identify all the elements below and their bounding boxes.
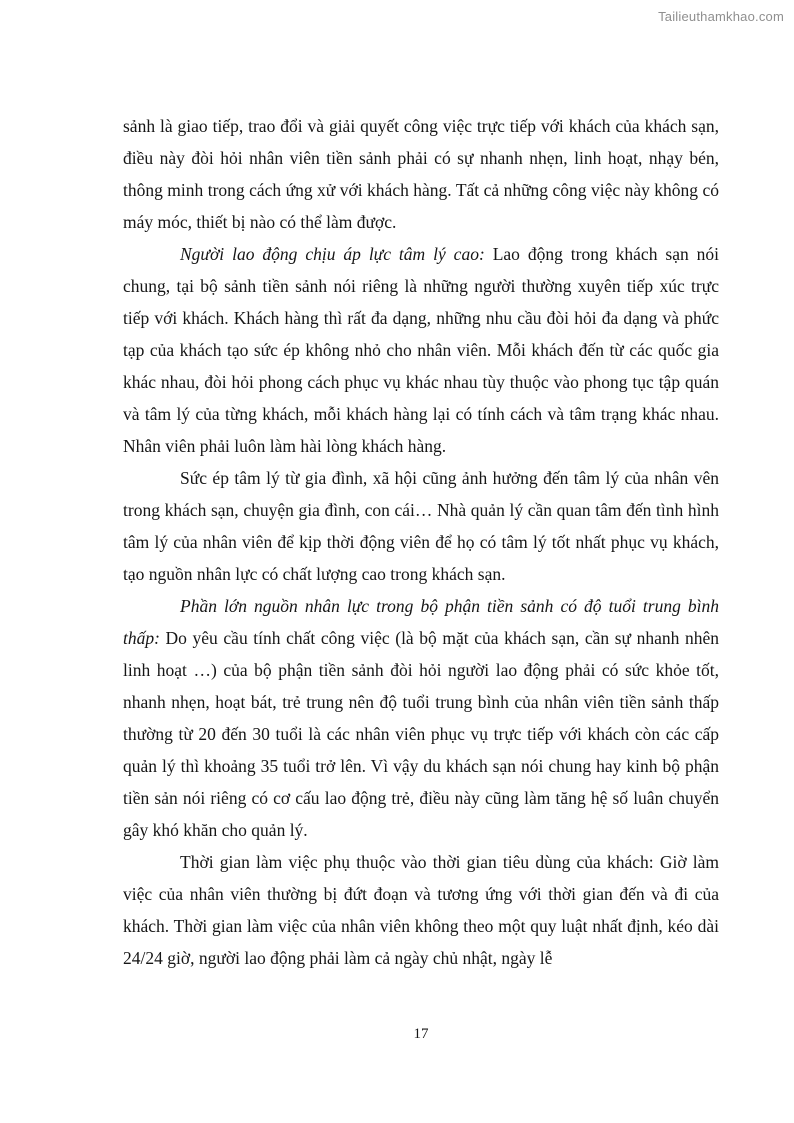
body-paragraph <box>123 846 719 974</box>
text-segment-italic-lead: Người lao động chịu áp lực tâm lý cao: <box>180 244 493 264</box>
text-segment: sảnh là giao tiếp, trao đổi và giải quyết công việc trực tiếp với khách của khách sạn, điều này đòi hỏi nhân viên tiền sảnh phải có sự nhanh nhẹn, linh hoạt, nhạy bén, thông minh trong cách ứng xử với khách hàng. Tất cả những công việc này không có máy móc, thiết bị nào có thể làm được. <box>123 116 719 232</box>
text-segment: Lao động trong khách sạn nói chung, tại bộ sảnh tiền sảnh nói riêng là những người thường xuyên tiếp xúc trực tiếp với khách. Khách hàng thì rất đa dạng, những nhu cầu đòi hỏi đa dạng và phức tạp của khách tạo sức ép không nhỏ cho nhân viên. Mỗi khách đến từ các quốc gia khác nhau, đòi hỏi phong cách phục vụ khác nhau tùy thuộc vào phong tục tập quán và tâm lý của từng khách, mỗi khách hàng lại có tính cách và tâm trạng khác nhau. Nhân viên phải luôn làm hài lòng khách hàng. <box>123 244 720 456</box>
text-segment-italic-lead: Phần lớn nguồn nhân lực trong bộ phận tiền sảnh có độ tuổi trung bình thấp: <box>123 596 719 648</box>
document-body <box>123 110 719 974</box>
body-paragraph <box>123 462 719 590</box>
body-paragraph <box>123 238 719 462</box>
body-paragraph <box>123 110 719 238</box>
body-paragraph <box>123 590 719 846</box>
watermark-site-name: Tailieuthamkhao.com <box>658 9 784 24</box>
text-segment: Do yêu cầu tính chất công việc (là bộ mặt của khách sạn, cần sự nhanh nhên linh hoạt …) của bộ phận tiền sảnh đòi hỏi người lao động phải có sức khỏe tốt, nhanh nhẹn, hoạt bát, trẻ trung nên độ tuổi trung bình của nhân viên tiền sảnh thấp thường từ 20 đến 30 tuổi là các nhân viên phục vụ trực tiếp với khách còn các cấp quản lý thì khoảng 35 tuổi trở lên. Vì vậy du khách sạn nói chung hay kinh bộ phận tiền sản nói riêng có cơ cấu lao động trẻ, điều này cũng làm tăng hệ số luân chuyển gây khó khăn cho quản lý. <box>123 628 719 840</box>
text-segment: Thời gian làm việc phụ thuộc vào thời gian tiêu dùng của khách: Giờ làm việc của nhân viên thường bị đứt đoạn và tương ứng với thời gian đến và đi của khách. Thời gian làm việc của nhân viên không theo một quy luật nhất định, kéo dài 24/24 giờ, người lao động phải làm cả ngày chủ nhật, ngày lễ <box>123 852 719 968</box>
page-number: 17 <box>413 1026 429 1042</box>
text-segment: Sức ép tâm lý từ gia đình, xã hội cũng ảnh hưởng đến tâm lý của nhân vên trong khách sạn, chuyện gia đình, con cái… Nhà quản lý cần quan tâm đến tình hình tâm lý của nhân viên để kịp thời động viên để họ có tâm lý tốt nhất phục vụ khách, tạo nguồn nhân lực có chất lượng cao trong khách sạn. <box>123 468 719 584</box>
